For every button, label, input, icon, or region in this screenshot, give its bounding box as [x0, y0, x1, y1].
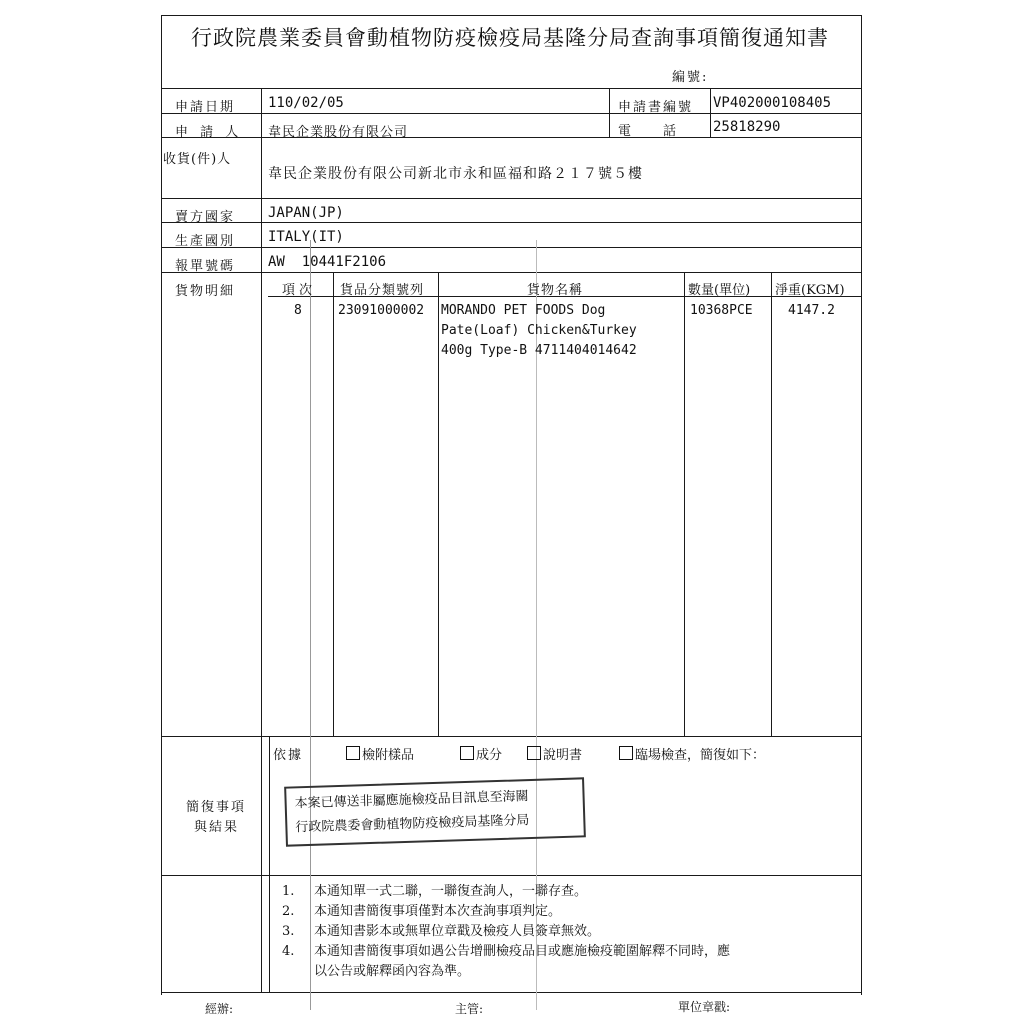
- checkbox-ingredient: [460, 746, 474, 760]
- checkbox-sample: [346, 746, 360, 760]
- origin-label: 生產國別: [175, 234, 236, 249]
- note-text-2: 本通知書簡復事項僅對本次查詢事項判定。: [314, 904, 562, 919]
- col-header-name: 貨物名稱: [527, 283, 584, 298]
- row-item: 8: [294, 303, 302, 318]
- seller-country-value: JAPAN(JP): [268, 205, 344, 221]
- reply-section-label-2: 與結果: [194, 820, 240, 835]
- col-header-qty: 數量(單位): [688, 283, 751, 298]
- stamp-line-1: 本案已傳送非屬應施檢疫品目訊息至海關: [294, 789, 529, 812]
- apply-no-label: 申請書編號: [618, 100, 694, 115]
- declaration-label: 報單號碼: [175, 259, 236, 274]
- apply-no-value: VP402000108405: [713, 95, 832, 111]
- row-name-line1: MORANDO PET FOODS Dog: [441, 303, 606, 318]
- footer-supervisor: 主管:: [455, 1002, 484, 1016]
- checkbox-manual: [527, 746, 541, 760]
- col-header-item: 項次: [282, 283, 317, 298]
- note-num-2: 2.: [282, 904, 295, 919]
- note-text-3: 本通知書影本或無單位章戳及檢疫人員簽章無效。: [314, 924, 601, 939]
- note-text-1: 本通知單一式二聯，一聯復查詢人，一聯存查。: [314, 884, 588, 899]
- stamp-line-2: 行政院農委會動植物防疫檢疫局基隆分局: [295, 813, 530, 836]
- applicant-label: 申 請 人: [175, 125, 243, 140]
- number-label: 編號:: [672, 70, 709, 85]
- basis-label: 依據: [273, 748, 304, 763]
- note-num-4: 4.: [282, 944, 295, 959]
- option-ingredient: 成分: [460, 744, 502, 763]
- note-text-4-cont: 以公告或解釋函內容為準。: [314, 964, 471, 979]
- row-name-line3: 400g Type-B 4711404014642: [441, 343, 637, 358]
- reply-section-label-1: 簡復事項: [186, 800, 247, 815]
- note-text-4: 本通知書簡復事項如遇公告增刪檢疫品目或應施檢疫範圍解釋不同時，應: [314, 944, 731, 959]
- row-qty: 10368PCE: [690, 303, 753, 318]
- col-header-weight: 淨重(KGM): [775, 283, 845, 298]
- row-weight: 4147.2: [788, 303, 835, 318]
- stamp-box: [284, 777, 586, 846]
- footer-unit-seal: 單位章戳:: [678, 1000, 731, 1014]
- declaration-value: AW 10441F2106: [268, 254, 387, 270]
- option-onsite: 臨場檢查，簡復如下：: [619, 744, 765, 763]
- row-name-line2: Pate(Loaf) Chicken&Turkey: [441, 323, 637, 338]
- goods-detail-label: 貨物明細: [175, 284, 236, 299]
- note-num-1: 1.: [282, 884, 295, 899]
- applicant-value: 韋民企業股份有限公司: [268, 125, 409, 140]
- option-sample: 檢附樣品: [346, 744, 414, 763]
- consignee-value: 韋民企業股份有限公司新北市永和區福和路２１７號５樓: [268, 166, 643, 182]
- apply-date-value: 110/02/05: [268, 95, 344, 111]
- apply-date-label: 申請日期: [175, 100, 236, 115]
- origin-value: ITALY(IT): [268, 229, 344, 245]
- phone-label: 電 話: [618, 124, 679, 139]
- row-code: 23091000002: [338, 303, 425, 318]
- document-title: 行政院農業委員會動植物防疫檢疫局基隆分局查詢事項簡復通知書: [191, 26, 829, 50]
- seller-country-label: 賣方國家: [175, 210, 236, 225]
- option-manual: 說明書: [527, 744, 582, 763]
- phone-value: 25818290: [713, 119, 781, 135]
- note-num-3: 3.: [282, 924, 295, 939]
- footer-handler: 經辦:: [205, 1002, 234, 1016]
- checkbox-onsite: [619, 746, 633, 760]
- col-header-code: 貨品分類號列: [340, 283, 425, 298]
- consignee-label: 收貨(件)人: [163, 152, 232, 167]
